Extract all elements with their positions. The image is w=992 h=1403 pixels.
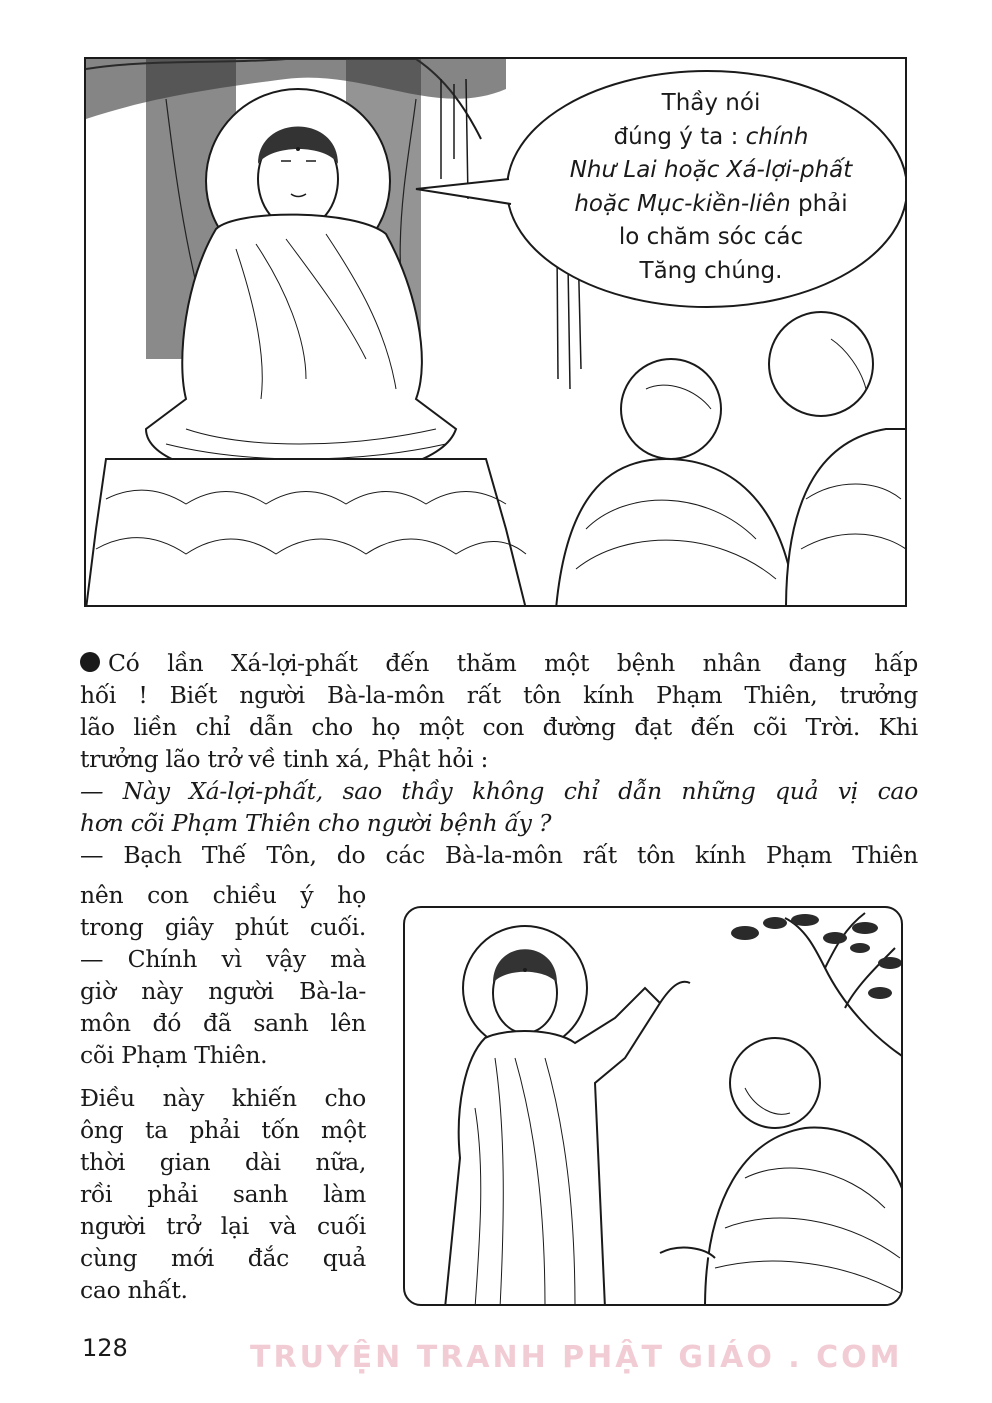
narration-line: rồi phải sanh làm xyxy=(80,1180,366,1208)
bubble-line-italic: chính xyxy=(745,123,809,150)
dialogue-line: trong giây phút cuối. xyxy=(80,913,366,941)
bubble-line-text: Tăng chúng. xyxy=(639,257,783,284)
bubble-line xyxy=(516,87,906,121)
bubble-line xyxy=(516,221,906,255)
comic-panel-1 xyxy=(84,57,907,607)
bubble-line-text: phải xyxy=(790,190,848,217)
buddha-standing-illustration xyxy=(405,908,903,1306)
dialogue-line: — Chính vì vậy mà xyxy=(80,945,366,973)
narration-line: ông ta phải tốn một xyxy=(80,1116,366,1144)
bubble-line xyxy=(516,154,906,188)
bubble-line-text: lo chăm sóc các xyxy=(618,224,804,250)
dialogue-continuation xyxy=(80,879,366,1071)
bubble-line-italic: hoặc Mục-kiền-liên xyxy=(574,190,791,217)
bubble-line xyxy=(516,121,906,155)
watermark: TRUYỆN TRANH PHẬT GIÁO . COM xyxy=(250,1340,903,1375)
bubble-line-italic: Như Lai hoặc Xá-lợi-phất xyxy=(569,157,853,183)
speech-bubble-text xyxy=(516,87,906,288)
narration-line: người trở lại và cuối xyxy=(80,1212,366,1240)
dialogue-line-buddha: — Này Xá-lợi-phất, sao thầy không chỉ dẫn những quả vị cao xyxy=(80,777,918,805)
dialogue-line: giờ này người Bà-la- xyxy=(80,977,366,1005)
bubble-line xyxy=(516,188,906,222)
comic-panel-2 xyxy=(403,906,903,1306)
page-number: 128 xyxy=(82,1334,128,1362)
bullet-icon xyxy=(80,652,100,672)
narration-line: hối ! Biết người Bà-la-môn rất tôn kính Phạm Thiên, trưởng xyxy=(80,681,918,709)
narration-line: lão liền chỉ dẫn cho họ một con đường đạt đến cõi Trời. Khi xyxy=(80,713,918,741)
narration-line: trưởng lão trở về tinh xá, Phật hỏi : xyxy=(80,745,489,773)
narration-paragraph xyxy=(80,647,918,871)
narration-line: thời gian dài nữa, xyxy=(80,1148,366,1176)
narration-line xyxy=(80,647,918,679)
narration-line: cùng mới đắc quả xyxy=(80,1244,366,1272)
narration-line: Điều này khiến cho xyxy=(80,1084,366,1112)
bubble-line xyxy=(516,255,906,289)
narration-conclusion xyxy=(80,1082,366,1306)
bubble-line-text: Thầy nói xyxy=(661,90,761,116)
bubble-line-text: đúng ý ta : xyxy=(613,123,746,150)
narration-line: cao nhất. xyxy=(80,1276,188,1304)
dialogue-line: môn đó đã sanh lên xyxy=(80,1009,366,1037)
dialogue-line: nên con chiều ý họ xyxy=(80,881,366,909)
dialogue-line: cõi Phạm Thiên. xyxy=(80,1041,268,1069)
dialogue-line-buddha: hơn cõi Phạm Thiên cho người bệnh ấy ? xyxy=(80,809,552,837)
narration-text: Có lần Xá-lợi-phất đến thăm một bệnh nhân đang hấp xyxy=(108,649,918,677)
dialogue-line-sariputta: — Bạch Thế Tôn, do các Bà-la-môn rất tôn kính Phạm Thiên xyxy=(80,841,918,869)
